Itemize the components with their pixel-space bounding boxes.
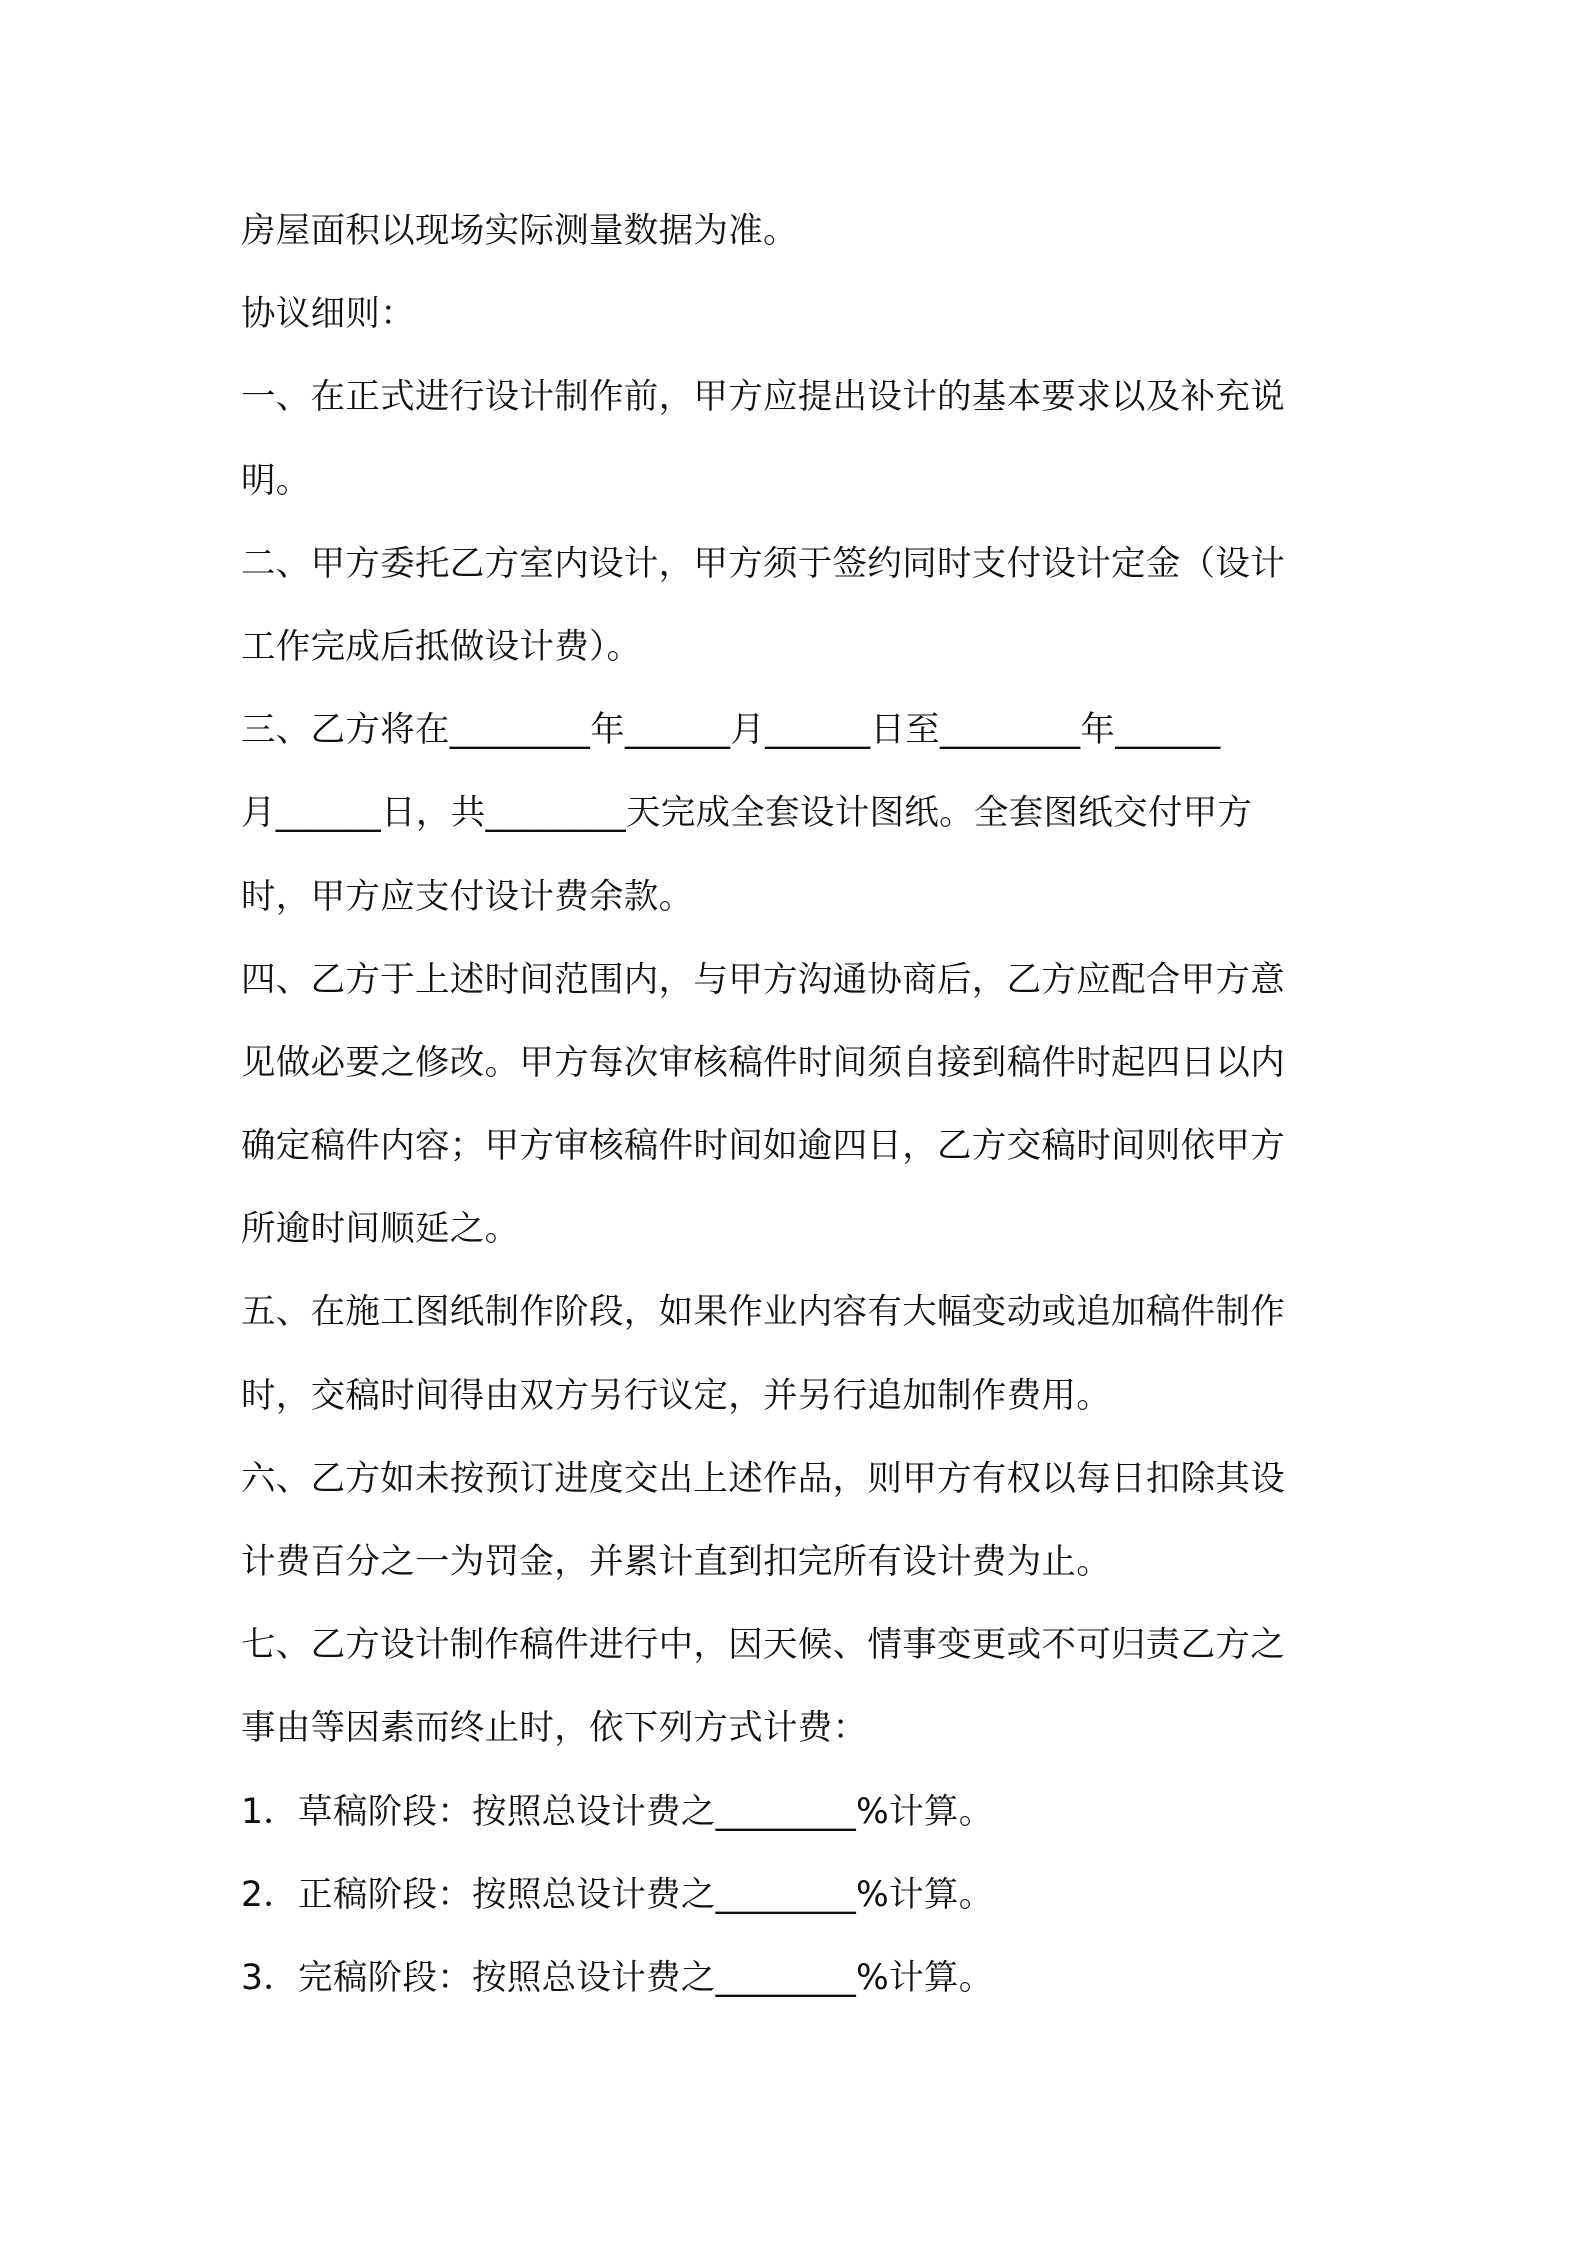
clause-1-line-2: 明。 — [241, 460, 311, 501]
clause-5-line-2: 时，交稿时间得由双方另行议定，并另行追加制作费用。 — [241, 1375, 1111, 1416]
paragraph-area-note: 房屋面积以现场实际测量数据为准。 — [241, 211, 798, 251]
fee-item-final: 3．完稿阶段：按照总设计费之________%计算。 — [241, 1957, 994, 1998]
document-body — [241, 190, 1361, 2020]
clause-1-line-1: 一、在正式进行设计制作前，甲方应提出设计的基本要求以及补充说 — [241, 377, 1285, 418]
fee-item-draft: 1．草稿阶段：按照总设计费之________%计算。 — [241, 1791, 994, 1832]
clause-7-line-2: 事由等因素而终止时，依下列方式计费： — [241, 1708, 868, 1749]
clause-4-line-1: 四、乙方于上述时间范围内，与甲方沟通协商后，乙方应配合甲方意 — [241, 959, 1285, 1000]
clause-6-line-1: 六、乙方如未按预订进度交出上述作品，则甲方有权以每日扣除其设 — [241, 1458, 1285, 1499]
clause-2-line-1: 二、甲方委托乙方室内设计，甲方须于签约同时支付设计定金（设计 — [241, 543, 1285, 584]
clause-7-line-1: 七、乙方设计制作稿件进行中，因天候、情事变更或不可归责乙方之 — [241, 1625, 1285, 1666]
clause-3-line-3: 时，甲方应支付设计费余款。 — [241, 876, 694, 917]
clause-5-line-1: 五、在施工图纸制作阶段，如果作业内容有大幅变动或追加稿件制作 — [241, 1292, 1285, 1333]
clause-4-line-2: 见做必要之修改。甲方每次审核稿件时间须自接到稿件时起四日以内 — [241, 1042, 1285, 1083]
section-heading-agreement-details: 协议细则： — [241, 294, 415, 335]
clause-6-line-2: 计费百分之一为罚金，并累计直到扣完所有设计费为止。 — [241, 1542, 1111, 1582]
clause-2-line-2: 工作完成后抵做设计费）。 — [241, 626, 642, 667]
clause-3-line-1: 三、乙方将在________年______月______日至________年______ — [241, 710, 1221, 751]
clause-3-line-2: 月______日，共________天完成全套设计图纸。全套图纸交付甲方 — [241, 793, 1253, 834]
clause-4-line-4: 所逾时间顺延之。 — [241, 1209, 520, 1250]
fee-item-formal: 2．正稿阶段：按照总设计费之________%计算。 — [241, 1874, 994, 1915]
clause-4-line-3: 确定稿件内容；甲方审核稿件时间如逾四日，乙方交稿时间则依甲方 — [241, 1126, 1285, 1167]
